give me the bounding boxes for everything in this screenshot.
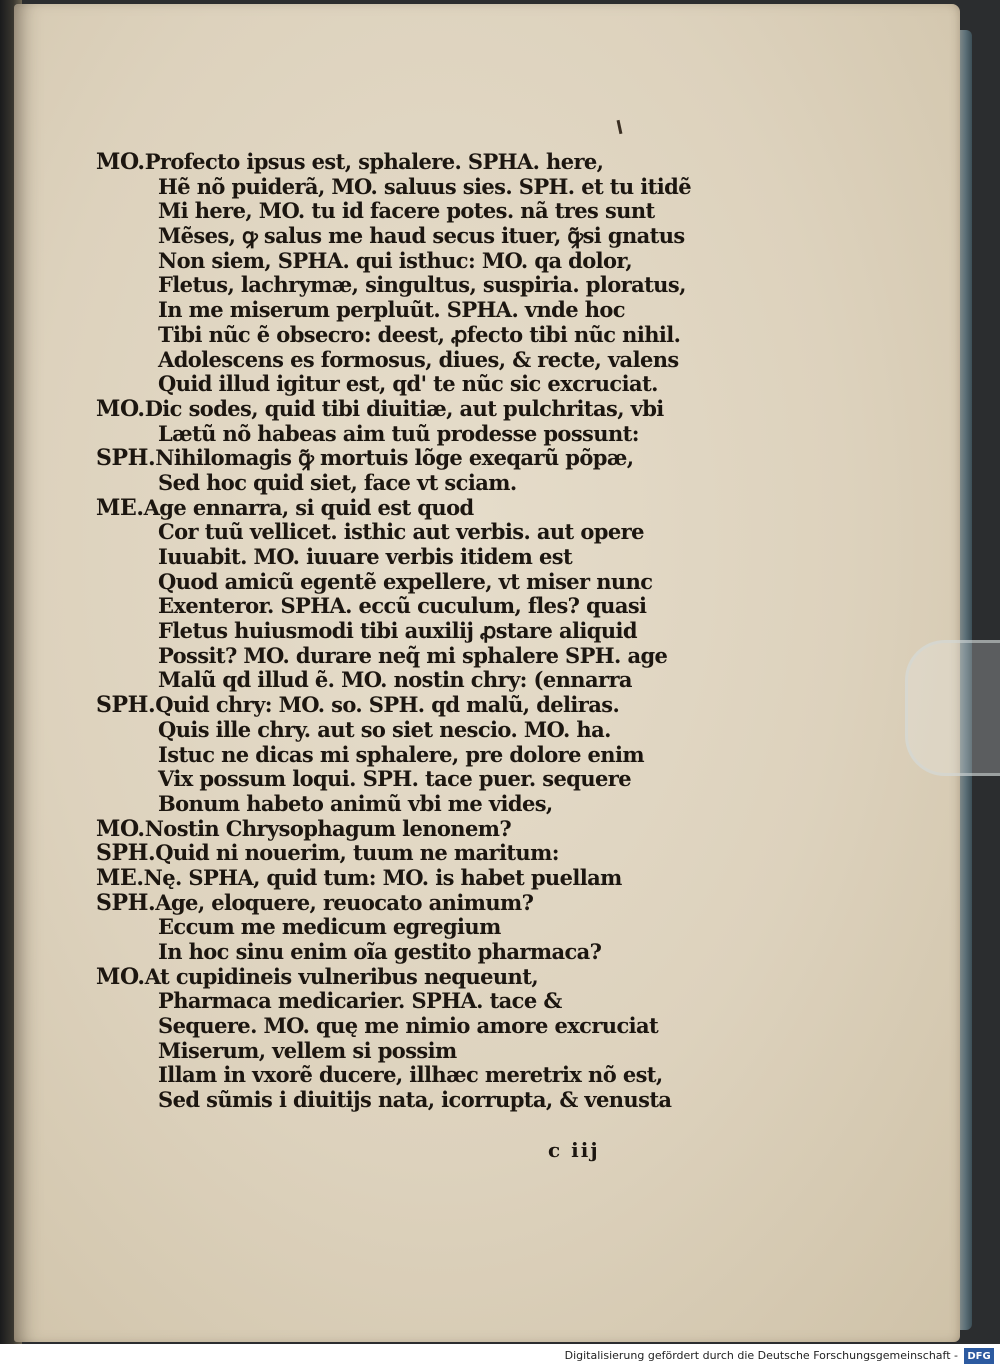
line-text: Adolescens es formosus, diues, & recte, valens <box>158 346 679 372</box>
speaker-label: MO. <box>96 395 145 422</box>
text-line <box>96 570 696 595</box>
line-text: Cor tuũ vellicet. isthic aut verbis. aut opere <box>158 519 644 545</box>
text-line <box>96 767 696 792</box>
line-text: Tibi nũc ẽ obsecro: deest, ꝓfecto tibi nũc nihil. <box>158 321 681 347</box>
text-line <box>96 249 696 274</box>
line-text: Dic sodes, quid tibi diuitiæ, aut pulchritas, vbi <box>144 395 664 421</box>
text-line <box>96 841 696 866</box>
text-line <box>96 545 696 570</box>
line-text: In me miserum perpluũt. SPHA. vnde hoc <box>158 297 625 323</box>
text-line <box>96 792 696 817</box>
text-line <box>96 199 696 224</box>
line-text: Eccum me medicum egregium <box>158 914 501 940</box>
line-text: Nihilomagis ꝙ̃ mortuis lõge exeqarũ põpæ, <box>155 445 634 471</box>
text-line <box>96 915 696 940</box>
text-line <box>96 150 696 175</box>
text-line <box>96 693 696 718</box>
line-text: Non siem, SPHA. qui isthuc: MO. qa dolor, <box>158 247 633 273</box>
line-text: Mi here, MO. tu id facere potes. nã tres sunt <box>158 198 655 224</box>
speaker-label: SPH. <box>96 889 156 916</box>
line-text: Quis ille chry. aut so siet nescio. MO. ha. <box>158 716 611 742</box>
line-text: Sequere. MO. quę me nimio amore excruciat <box>158 1013 659 1039</box>
text-line <box>96 273 696 298</box>
text-line <box>96 940 696 965</box>
line-text: Age, eloquere, reuocato animum? <box>155 889 534 915</box>
text-line <box>96 471 696 496</box>
text-line <box>96 594 696 619</box>
line-text: Possit? MO. durare neq̃ mi sphalere SPH. age <box>158 642 668 668</box>
text-line <box>96 1039 696 1064</box>
footer-bar <box>0 1344 1000 1369</box>
speaker-label: SPH. <box>96 692 156 719</box>
text-line <box>96 718 696 743</box>
line-text: Quid illud igitur est, qd' te nũc sic excruciat. <box>158 371 658 397</box>
line-text: Malũ qd illud ẽ. MO. nostin chry: (ennarra <box>158 667 632 693</box>
text-line <box>96 891 696 916</box>
text-line <box>96 422 696 447</box>
text-line <box>96 520 696 545</box>
text-line <box>96 372 696 397</box>
line-text: Bonum habeto animũ vbi me vides, <box>158 790 553 816</box>
line-text: Fletus huiusmodi tibi auxilij ꝓstare aliquid <box>158 618 637 644</box>
text-line <box>96 446 696 471</box>
line-text: Quid ni nouerim, tuum ne maritum: <box>155 840 559 866</box>
text-line <box>96 817 696 842</box>
page-text <box>96 150 696 1113</box>
line-text: Exenteror. SPHA. eccũ cuculum, fles? quasi <box>158 593 647 619</box>
footer-credit: Digitalisierung gefördert durch die Deutsche Forschungsgemeinschaft - <box>564 1349 958 1362</box>
line-text: Quid chry: MO. so. SPH. qd malũ, deliras. <box>155 692 620 718</box>
line-text: In hoc sinu enim oĩa gestito pharmaca? <box>158 939 602 964</box>
text-line <box>96 175 696 200</box>
text-line <box>96 1088 696 1113</box>
speaker-label: ME. <box>96 494 144 521</box>
line-text: Mẽses, ꝙ salus me haud secus ituer, ꝙ̃si gnatus <box>158 223 685 249</box>
text-line <box>96 348 696 373</box>
text-line <box>96 743 696 768</box>
speaker-label: MO. <box>96 149 145 175</box>
line-text: Pharmaca medicarier. SPHA. tace & <box>158 988 562 1014</box>
speaker-label: SPH. <box>96 445 156 472</box>
text-line <box>96 668 696 693</box>
speaker-label: MO. <box>96 815 145 842</box>
speaker-label: SPH. <box>96 840 156 867</box>
line-text: Hẽ nõ puiderã, MO. saluus sies. SPH. et tu itidẽ <box>158 173 691 199</box>
line-text: Vix possum loqui. SPH. tace puer. sequere <box>158 766 631 792</box>
line-text: Quod amicũ egentẽ expellere, vt miser nunc <box>158 568 653 594</box>
text-line <box>96 1014 696 1039</box>
line-text: At cupidineis vulneribus nequeunt, <box>144 963 539 989</box>
line-text: Nostin Chrysophagum lenonem? <box>144 815 512 841</box>
dfg-logo-icon: DFG <box>964 1348 994 1364</box>
line-text: Miserum, vellem si possim <box>158 1037 457 1063</box>
text-line <box>96 965 696 990</box>
line-text: Istuc ne dicas mi sphalere, pre dolore enim <box>158 741 644 767</box>
line-text: Nę. SPHA, quid tum: MO. is habet puellam <box>143 864 622 890</box>
line-text: Illam in vxorẽ ducere, illhæc meretrix nõ est, <box>158 1062 663 1088</box>
line-text: Iuuabit. MO. iuuare verbis itidem est <box>158 544 573 569</box>
text-line <box>96 397 696 422</box>
text-line <box>96 323 696 348</box>
line-text: Fletus, lachrymæ, singultus, suspiria. ploratus, <box>158 272 686 298</box>
line-text: Sed hoc quid siet, face vt sciam. <box>158 469 517 495</box>
text-line <box>96 224 696 249</box>
text-line <box>96 619 696 644</box>
text-line <box>96 989 696 1014</box>
line-text: Profecto ipsus est, sphalere. SPHA. here, <box>144 149 604 174</box>
line-text: Sed sũmis i diuitijs nata, icorrupta, & venusta <box>158 1087 672 1113</box>
page-clip <box>905 640 1000 776</box>
text-line <box>96 866 696 891</box>
speaker-label: MO. <box>96 963 145 990</box>
text-line <box>96 496 696 521</box>
text-line <box>96 644 696 669</box>
signature-mark: c iij <box>548 1138 600 1162</box>
line-text: Lætũ nõ habeas aim tuũ prodesse possunt: <box>158 420 639 446</box>
text-line <box>96 298 696 323</box>
line-text: Age ennarra, si quid est quod <box>143 494 474 520</box>
text-line <box>96 1063 696 1088</box>
speaker-label: ME. <box>96 864 144 891</box>
